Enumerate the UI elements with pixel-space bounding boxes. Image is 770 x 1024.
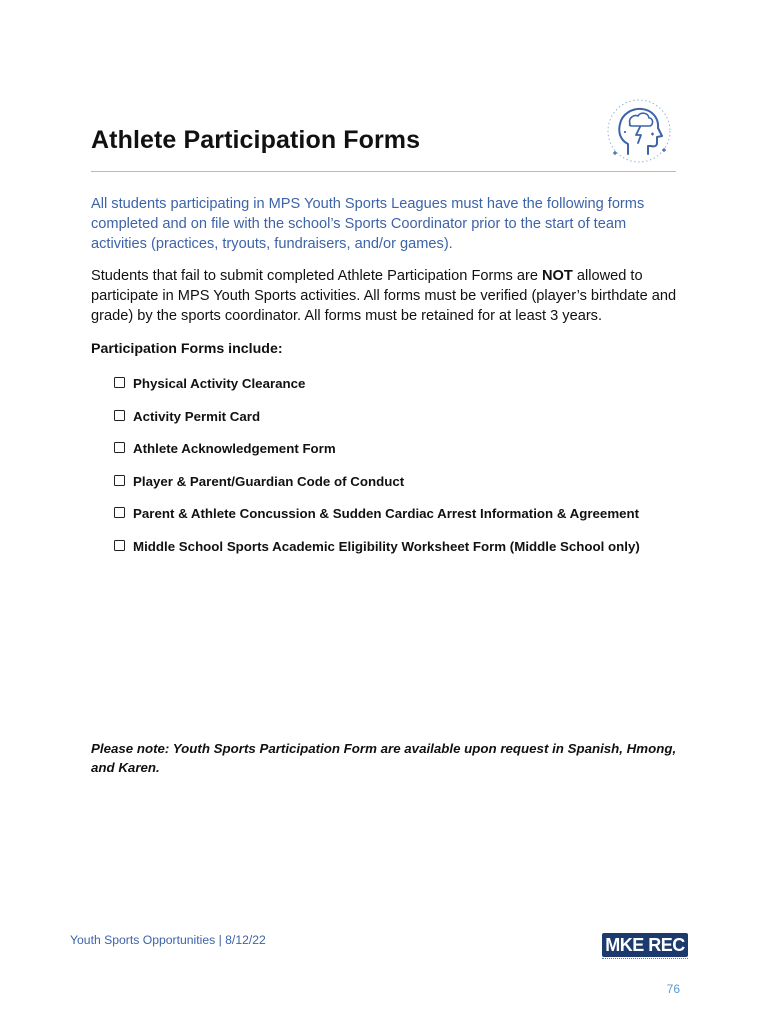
form-label: Player & Parent/Guardian Code of Conduct <box>133 473 405 489</box>
checkbox-icon[interactable] <box>114 442 125 453</box>
form-label: Athlete Acknowledgement Form <box>133 441 336 457</box>
page-number: 76 <box>666 982 680 996</box>
checkbox-icon[interactable] <box>114 475 125 486</box>
checkbox-icon[interactable] <box>114 507 125 518</box>
logo-wordmark: MKE REC <box>602 933 688 957</box>
list-item <box>114 474 640 507</box>
list-item <box>114 409 640 442</box>
footer-label: Youth Sports Opportunities | 8/12/22 <box>70 933 266 947</box>
title-divider <box>91 171 676 172</box>
forms-subheading: Participation Forms include: <box>91 341 283 357</box>
checkbox-icon[interactable] <box>114 377 125 388</box>
list-item <box>114 376 640 409</box>
page-title: Athlete Participation Forms <box>91 126 421 154</box>
checkbox-icon[interactable] <box>114 410 125 421</box>
head-lightning-icon <box>606 98 672 164</box>
paragraph-after: allowed to participate in MPS Youth Sports activities. All forms must be verified (player’s birthdate and grade) by the sports coordinator. All forms must be retained for at least 3 years. <box>91 268 677 324</box>
intro-text: All students participating in MPS Youth Sports Leagues must have the following forms completed and on file with the school’s Sports Coordinator prior to the start of team activities (practices, tryouts, fundraisers, and/or games). <box>91 196 645 252</box>
forms-checklist <box>114 376 640 572</box>
paragraph-emphasis: NOT <box>542 268 573 284</box>
language-note: Please note: Youth Sports Participation Form are available upon request in Spanish, Hmong, and Karen. <box>91 741 677 775</box>
form-label: Activity Permit Card <box>133 408 261 424</box>
form-label: Physical Activity Clearance <box>133 376 306 391</box>
logo-tagline <box>602 958 688 963</box>
requirements-paragraph <box>91 266 681 326</box>
form-label: Middle School Sports Academic Eligibility Worksheet Form (Middle School only) <box>133 538 640 554</box>
mke-rec-logo <box>602 933 688 965</box>
checkbox-icon[interactable] <box>114 540 125 551</box>
form-label: Parent & Athlete Concussion & Sudden Cardiac Arrest Information & Agreement <box>133 506 640 522</box>
list-item <box>114 506 640 539</box>
paragraph-before: Students that fail to submit completed Athlete Participation Forms are <box>91 268 543 284</box>
list-item <box>114 539 640 572</box>
list-item <box>114 441 640 474</box>
